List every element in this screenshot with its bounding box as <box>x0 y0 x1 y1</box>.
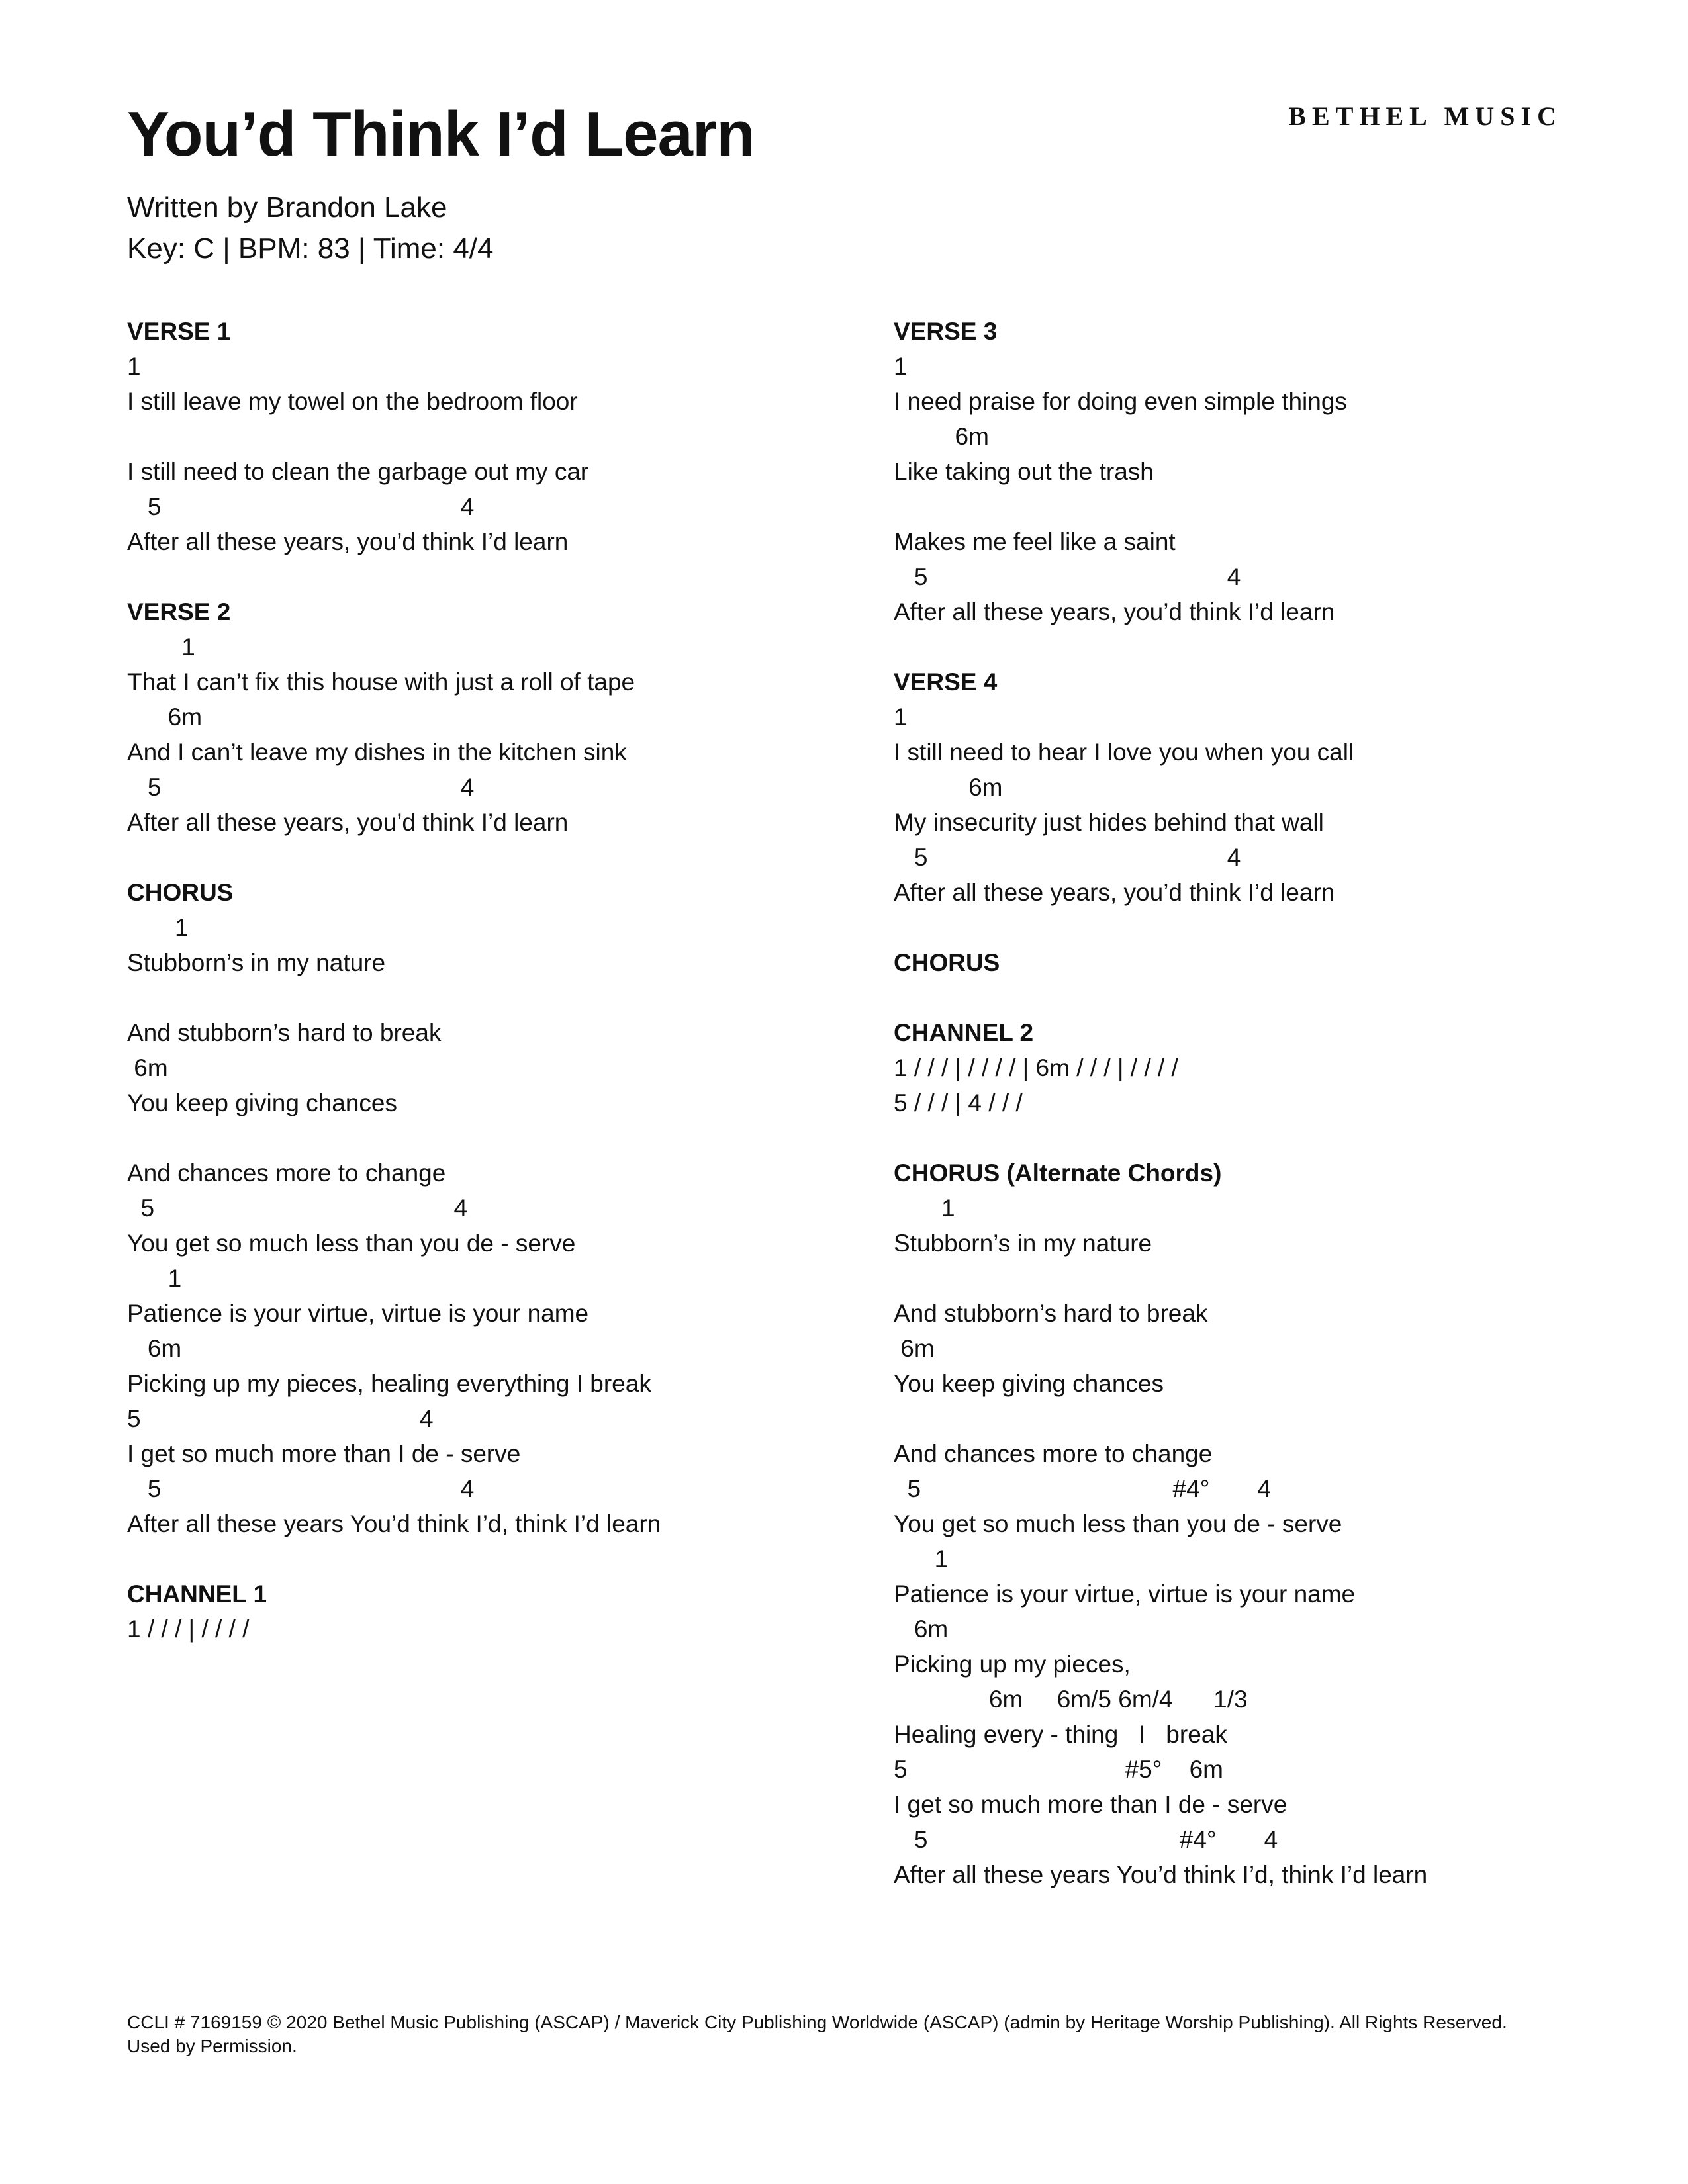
chord-line: 5 4 <box>127 1195 468 1222</box>
section-heading: CHANNEL 1 <box>127 1580 267 1608</box>
lyric-line: Stubborn’s in my nature <box>894 1230 1152 1257</box>
chord-line: 6m <box>127 1054 168 1081</box>
blank-line <box>894 489 1622 524</box>
chord-line: 5 4 <box>127 1405 434 1432</box>
section-heading: CHANNEL 2 <box>894 1019 1034 1046</box>
section-heading: CHORUS <box>127 879 234 906</box>
blank-line <box>894 629 1622 664</box>
chord-line: 5 4 <box>127 1475 475 1502</box>
chord-line: 1 <box>894 1545 949 1572</box>
chord-line: 6m <box>894 423 989 450</box>
lyric-line: Picking up my pieces, healing everything I break <box>127 1370 651 1397</box>
lyric-line: You get so much less than you de - serve <box>127 1230 576 1257</box>
lyric-line: And stubborn’s hard to break <box>894 1300 1208 1327</box>
section-heading: VERSE 4 <box>894 668 998 696</box>
songwriter-credit: Written by Brandon Lake <box>127 191 447 224</box>
lyric-line: 1 / / / | / / / / | 6m / / / | / / / / <box>894 1054 1178 1081</box>
blank-line <box>127 840 855 875</box>
blank-line <box>127 1541 855 1576</box>
chord-line: 6m <box>127 1335 182 1362</box>
lyric-line: That I can’t fix this house with just a roll of tape <box>127 668 635 696</box>
chord-line: 6m <box>894 774 1003 801</box>
lyric-line: Healing every - thing I break <box>894 1721 1227 1748</box>
lyric-line: And stubborn’s hard to break <box>127 1019 442 1046</box>
left-column <box>127 314 855 1647</box>
song-title: You’d Think I’d Learn <box>127 99 755 169</box>
lyric-line: You keep giving chances <box>894 1370 1164 1397</box>
section-heading: CHORUS <box>894 949 1000 976</box>
lyric-line: After all these years, you’d think I’d learn <box>127 528 569 555</box>
chord-line: 5 4 <box>894 844 1241 871</box>
lyric-line: And chances more to change <box>894 1440 1213 1467</box>
lyric-line: My insecurity just hides behind that wall <box>894 809 1324 836</box>
lyric-line: 1 / / / | / / / / <box>127 1615 250 1643</box>
chord-line: 1 <box>894 1195 955 1222</box>
blank-line <box>894 910 1622 945</box>
section-heading: VERSE 2 <box>127 598 231 625</box>
permission-line: Used by Permission. <box>127 2036 297 2056</box>
blank-line <box>127 1120 855 1156</box>
chord-line: 5 4 <box>127 774 475 801</box>
lyric-line: I still need to clean the garbage out my car <box>127 458 589 485</box>
lyric-line: 5 / / / | 4 / / / <box>894 1089 1023 1116</box>
lyric-line: Stubborn’s in my nature <box>127 949 386 976</box>
section-heading: VERSE 1 <box>127 318 231 345</box>
lyric-line: After all these years, you’d think I’d learn <box>894 598 1335 625</box>
chord-line: 5 4 <box>894 563 1241 590</box>
blank-line <box>894 1401 1622 1436</box>
chord-line: 6m <box>894 1335 935 1362</box>
lyric-line: And I can’t leave my dishes in the kitchen sink <box>127 739 627 766</box>
lyric-line: Picking up my pieces, <box>894 1651 1131 1678</box>
lyric-line: You keep giving chances <box>127 1089 397 1116</box>
copyright-line: CCLI # 7169159 © 2020 Bethel Music Publishing (ASCAP) / Maverick City Publishing Worldwide (ASCAP) (admin by Heritage Worship Publishing). All Rights Reserved. <box>127 2012 1507 2032</box>
lyric-line: You get so much less than you de - serve <box>894 1510 1342 1537</box>
lyric-line: After all these years You’d think I’d, think I’d learn <box>894 1861 1428 1888</box>
section-heading: CHORUS (Alternate Chords) <box>894 1160 1222 1187</box>
chord-line: 5 4 <box>127 493 475 520</box>
chord-line: 5 #4° 4 <box>894 1475 1271 1502</box>
lyric-line: Patience is your virtue, virtue is your name <box>127 1300 589 1327</box>
blank-line <box>127 419 855 454</box>
chord-line: 6m <box>127 704 203 731</box>
section-heading: VERSE 3 <box>894 318 998 345</box>
lyric-line: Makes me feel like a saint <box>894 528 1176 555</box>
chord-line: 1 <box>894 353 908 380</box>
lyric-line: And chances more to change <box>127 1160 446 1187</box>
lyric-line: I still need to hear I love you when you call <box>894 739 1354 766</box>
lyric-line: Patience is your virtue, virtue is your name <box>894 1580 1356 1608</box>
blank-line <box>127 980 855 1015</box>
chord-line: 1 <box>127 1265 182 1292</box>
lyric-line: After all these years, you’d think I’d learn <box>127 809 569 836</box>
lyric-line: I still leave my towel on the bedroom floor <box>127 388 578 415</box>
copyright-footer <box>127 2011 1583 2058</box>
chord-line: 1 <box>127 633 195 660</box>
lyric-line: After all these years You’d think I’d, think I’d learn <box>127 1510 661 1537</box>
lyric-line: After all these years, you’d think I’d learn <box>894 879 1335 906</box>
right-column <box>894 314 1622 1892</box>
chord-line: 5 #5° 6m <box>894 1756 1224 1783</box>
blank-line <box>894 1120 1622 1156</box>
blank-line <box>894 1261 1622 1296</box>
chord-line: 1 <box>894 704 908 731</box>
chord-line: 6m <box>894 1615 949 1643</box>
song-info: Key: C | BPM: 83 | Time: 4/4 <box>127 232 494 265</box>
lyric-line: I get so much more than I de - serve <box>894 1791 1288 1818</box>
publisher-logo: BETHEL MUSIC <box>1288 101 1562 131</box>
lyric-line: Like taking out the trash <box>894 458 1154 485</box>
chord-line: 1 <box>127 353 141 380</box>
chord-line: 1 <box>127 914 189 941</box>
blank-line <box>127 559 855 594</box>
chord-line: 5 #4° 4 <box>894 1826 1278 1853</box>
chord-line: 6m 6m/5 6m/4 1/3 <box>894 1686 1248 1713</box>
blank-line <box>894 980 1622 1015</box>
lyric-line: I get so much more than I de - serve <box>127 1440 521 1467</box>
lyric-line: I need praise for doing even simple things <box>894 388 1347 415</box>
